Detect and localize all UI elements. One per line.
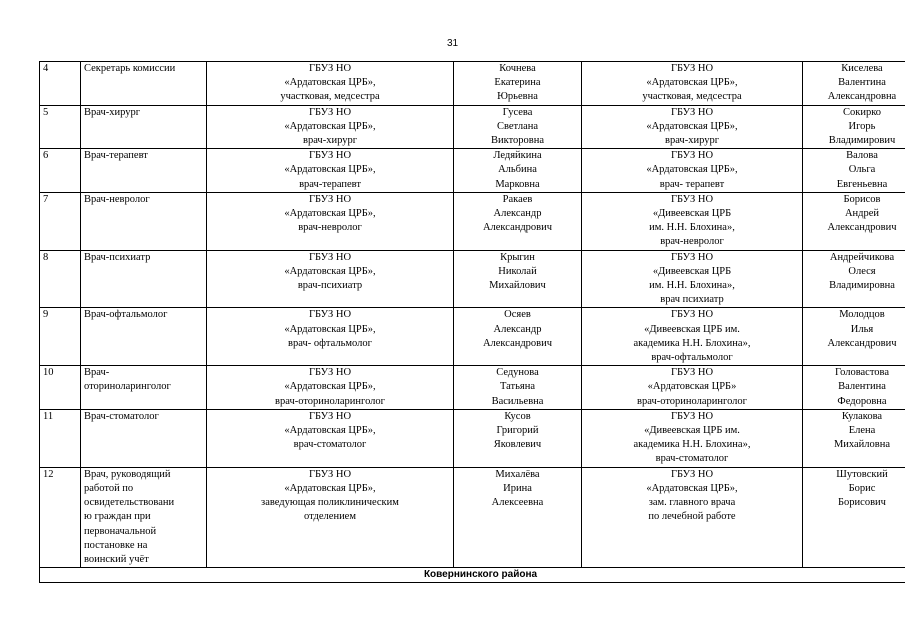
cell-line: «Дивеевская ЦРБ	[652, 208, 732, 220]
cell-line: «Ардатовская ЦРБ»,	[646, 120, 738, 132]
cell-line: Юрьевна	[497, 91, 538, 103]
cell-line: Ледяйкина	[493, 150, 542, 162]
cell-line: Владимировна	[829, 280, 895, 292]
cell-line: Александровна	[827, 91, 897, 103]
cell-line: Врач-хирург	[84, 106, 141, 118]
cell-line: «Ардатовская ЦРБ»,	[284, 323, 376, 335]
cell-line: ГБУЗ НО	[670, 468, 714, 480]
cell-line: Васильевна	[491, 395, 544, 407]
cell-line: академика Н.Н. Блохина»,	[633, 439, 751, 451]
cell-line: Александрович	[482, 222, 553, 234]
table-row	[40, 467, 905, 567]
cell-line: врач-невролог	[298, 222, 362, 234]
table-row	[40, 308, 905, 366]
cell-line: «Ардатовская ЦРБ»,	[284, 482, 376, 494]
row-number-cell: 8	[40, 250, 81, 308]
cell-line: «Ардатовская ЦРБ»,	[284, 164, 376, 176]
cell-line: ГБУЗ НО	[670, 150, 714, 162]
cell-line: Борис	[848, 482, 876, 494]
deputy-organization-cell	[582, 149, 803, 193]
member-name-cell	[454, 467, 582, 567]
cell-line: «Ардатовская ЦРБ»,	[284, 265, 376, 277]
cell-line: Головастова	[834, 367, 890, 379]
member-name-cell	[454, 62, 582, 106]
cell-line: Светлана	[496, 120, 539, 132]
cell-line: «Ардатовская ЦРБ»,	[284, 381, 376, 393]
cell-line: Альбина	[498, 164, 537, 176]
deputy-name-cell	[803, 105, 905, 149]
cell-line: ГБУЗ НО	[308, 193, 352, 205]
cell-line: Кочнева	[499, 63, 536, 74]
commission-table	[39, 61, 905, 583]
cell-line: ГБУЗ НО	[308, 367, 352, 379]
position-cell	[81, 62, 207, 106]
cell-line: Валентина	[838, 77, 886, 89]
table-row	[40, 105, 905, 149]
cell-line: участковая, медсестра	[642, 91, 742, 103]
table-row	[40, 149, 905, 193]
cell-line: «Ардатовская ЦРБ»	[647, 381, 737, 393]
cell-line: Врач-терапевт	[84, 150, 148, 162]
cell-line: Врач, руководящий	[84, 468, 171, 480]
cell-line: Борисов	[843, 193, 881, 205]
cell-line: Ракаев	[502, 193, 533, 205]
row-number-cell: 4	[40, 62, 81, 106]
cell-line: Викторовна	[490, 135, 545, 147]
cell-line: Шутовский	[836, 468, 888, 480]
cell-line: Крыгин	[500, 251, 535, 263]
cell-line: Алексеевна	[491, 497, 544, 509]
cell-line: «Ардатовская ЦРБ»,	[284, 208, 376, 220]
cell-line: Екатерина	[494, 77, 541, 89]
cell-line: Игорь	[848, 120, 876, 132]
table-row	[40, 250, 905, 308]
cell-line: Михайловна	[833, 439, 891, 451]
cell-line: Николай	[498, 265, 537, 277]
cell-line: Ольга	[848, 164, 876, 176]
cell-line: «Ардатовская ЦРБ»,	[284, 425, 376, 437]
cell-line: ГБУЗ НО	[670, 410, 714, 422]
cell-line: им. Н.Н. Блохина»,	[649, 222, 735, 234]
cell-line: Олеся	[848, 265, 876, 277]
row-number-cell: 9	[40, 308, 81, 366]
cell-line: врач психиатр	[660, 294, 724, 306]
cell-line: ГБУЗ НО	[670, 106, 714, 118]
organization-cell	[207, 149, 454, 193]
cell-line: Седунова	[496, 367, 539, 379]
deputy-organization-cell	[582, 308, 803, 366]
cell-line: работой по	[84, 482, 134, 494]
cell-line: Секретарь комиссии	[84, 63, 176, 74]
cell-line: «Дивеевская ЦРБ	[652, 265, 732, 277]
cell-line: Борисович	[838, 497, 886, 509]
member-name-cell	[454, 409, 582, 467]
member-name-cell	[454, 250, 582, 308]
cell-line: врач- терапевт	[659, 178, 725, 190]
cell-line: постановке на	[84, 539, 148, 551]
page-number: 31	[446, 38, 459, 49]
organization-cell	[207, 250, 454, 308]
cell-line: Александр	[493, 208, 542, 220]
cell-line: Елена	[848, 425, 876, 437]
cell-line: Валентина	[838, 381, 886, 393]
deputy-organization-cell	[582, 467, 803, 567]
position-cell	[81, 250, 207, 308]
table-row	[40, 409, 905, 467]
cell-line: Владимирович	[828, 135, 896, 147]
row-number-cell: 5	[40, 105, 81, 149]
position-cell	[81, 149, 207, 193]
position-cell	[81, 105, 207, 149]
cell-line: Гусева	[502, 106, 533, 118]
deputy-name-cell	[803, 62, 905, 106]
position-cell	[81, 308, 207, 366]
cell-line: ГБУЗ НО	[308, 410, 352, 422]
cell-line: Марковна	[495, 178, 540, 190]
cell-line: заведующая поликлиническим	[261, 497, 399, 509]
row-number-cell: 11	[40, 409, 81, 467]
deputy-organization-cell	[582, 366, 803, 410]
cell-line: Яковлевич	[493, 439, 542, 451]
member-name-cell	[454, 192, 582, 250]
table-row	[40, 62, 905, 106]
cell-line: оториноларинголог	[84, 381, 171, 393]
table-body	[40, 62, 905, 568]
section-heading: Ковернинского района	[40, 568, 905, 583]
cell-line: Валова	[846, 150, 878, 162]
deputy-name-cell	[803, 308, 905, 366]
deputy-name-cell	[803, 192, 905, 250]
cell-line: «Ардатовская ЦРБ»,	[646, 77, 738, 89]
cell-line: Александрович	[827, 222, 897, 234]
cell-line: по лечебной работе	[648, 511, 736, 523]
cell-line: Илья	[850, 323, 874, 335]
deputy-organization-cell	[582, 62, 803, 106]
cell-line: Осяев	[504, 309, 531, 321]
deputy-organization-cell	[582, 105, 803, 149]
cell-line: «Ардатовская ЦРБ»,	[646, 482, 738, 494]
cell-line: ГБУЗ НО	[670, 309, 714, 321]
organization-cell	[207, 192, 454, 250]
cell-line: Врач-стоматолог	[84, 410, 159, 422]
cell-line: освидетельствовани	[84, 497, 175, 509]
deputy-organization-cell	[582, 409, 803, 467]
cell-line: врач-психиатр	[297, 280, 363, 292]
cell-line: врач-оториноларинголог	[637, 395, 747, 407]
cell-line: Кусов	[504, 410, 531, 422]
cell-line: Александр	[493, 323, 542, 335]
position-cell	[81, 467, 207, 567]
cell-line: Александрович	[827, 337, 897, 349]
cell-line: Михалёва	[495, 468, 540, 480]
cell-line: ГБУЗ НО	[308, 150, 352, 162]
cell-line: «Ардатовская ЦРБ»,	[646, 164, 738, 176]
cell-line: отделением	[303, 511, 356, 523]
row-number-cell: 12	[40, 467, 81, 567]
member-name-cell	[454, 308, 582, 366]
position-cell	[81, 409, 207, 467]
table-row	[40, 192, 905, 250]
cell-line: врач-стоматолог	[655, 453, 729, 465]
cell-line: Врач-офтальмолог	[84, 309, 168, 321]
cell-line: врач-хирург	[302, 135, 357, 147]
organization-cell	[207, 366, 454, 410]
cell-line: Врач-психиатр	[84, 251, 151, 263]
member-name-cell	[454, 105, 582, 149]
cell-line: участковая, медсестра	[280, 91, 380, 103]
cell-line: ю граждан при	[84, 511, 151, 523]
cell-line: Сокирко	[842, 106, 882, 118]
deputy-name-cell	[803, 366, 905, 410]
cell-line: ГБУЗ НО	[670, 251, 714, 263]
cell-line: врач-невролог	[660, 236, 724, 248]
cell-line: ГБУЗ НО	[308, 251, 352, 263]
organization-cell	[207, 105, 454, 149]
deputy-name-cell	[803, 250, 905, 308]
cell-line: Врач-невролог	[84, 193, 150, 205]
row-number-cell: 6	[40, 149, 81, 193]
cell-line: врач-оториноларинголог	[275, 395, 385, 407]
cell-line: первоначальной	[84, 525, 157, 537]
cell-line: Врач-	[84, 367, 110, 379]
row-number-cell: 10	[40, 366, 81, 410]
cell-line: ГБУЗ НО	[308, 468, 352, 480]
deputy-organization-cell	[582, 250, 803, 308]
cell-line: Татьяна	[499, 381, 536, 393]
cell-line: врач-офтальмолог	[651, 352, 733, 364]
cell-line: Александрович	[482, 337, 553, 349]
position-cell	[81, 192, 207, 250]
cell-line: Григорий	[496, 425, 539, 437]
cell-line: «Ардатовская ЦРБ»,	[284, 77, 376, 89]
cell-line: Евгеньевна	[836, 178, 888, 190]
cell-line: ГБУЗ НО	[308, 309, 352, 321]
organization-cell	[207, 467, 454, 567]
row-number-cell: 7	[40, 192, 81, 250]
member-name-cell	[454, 366, 582, 410]
cell-line: «Дивеевская ЦРБ им.	[644, 425, 740, 437]
cell-line: ГБУЗ НО	[670, 63, 714, 74]
deputy-organization-cell	[582, 192, 803, 250]
cell-line: врач- офтальмолог	[288, 337, 372, 349]
cell-line: воинский учёт	[84, 553, 149, 565]
deputy-name-cell	[803, 149, 905, 193]
organization-cell	[207, 308, 454, 366]
cell-line: Кулакова	[841, 410, 883, 422]
cell-line: врач-терапевт	[299, 178, 361, 190]
cell-line: ГБУЗ НО	[308, 63, 352, 74]
organization-cell	[207, 409, 454, 467]
position-cell	[81, 366, 207, 410]
cell-line: ГБУЗ НО	[670, 193, 714, 205]
cell-line: «Дивеевская ЦРБ им.	[644, 323, 740, 335]
cell-line: Ирина	[503, 482, 532, 494]
organization-cell	[207, 62, 454, 106]
table-row	[40, 366, 905, 410]
cell-line: ГБУЗ НО	[308, 106, 352, 118]
cell-line: зам. главного врача	[648, 497, 736, 509]
cell-line: Михайлович	[489, 280, 546, 292]
member-name-cell	[454, 149, 582, 193]
deputy-name-cell	[803, 467, 905, 567]
section-row	[40, 568, 905, 583]
deputy-name-cell	[803, 409, 905, 467]
cell-line: Молодцов	[839, 309, 885, 321]
cell-line: врач-хирург	[664, 135, 719, 147]
cell-line: Киселева	[841, 63, 883, 74]
cell-line: Андрейчикова	[829, 251, 895, 263]
cell-line: Федоровна	[837, 395, 887, 407]
cell-line: врач-стоматолог	[293, 439, 367, 451]
cell-line: академика Н.Н. Блохина»,	[633, 337, 751, 349]
cell-line: Андрей	[844, 208, 880, 220]
cell-line: ГБУЗ НО	[670, 367, 714, 379]
cell-line: им. Н.Н. Блохина»,	[649, 280, 735, 292]
cell-line: «Ардатовская ЦРБ»,	[284, 120, 376, 132]
